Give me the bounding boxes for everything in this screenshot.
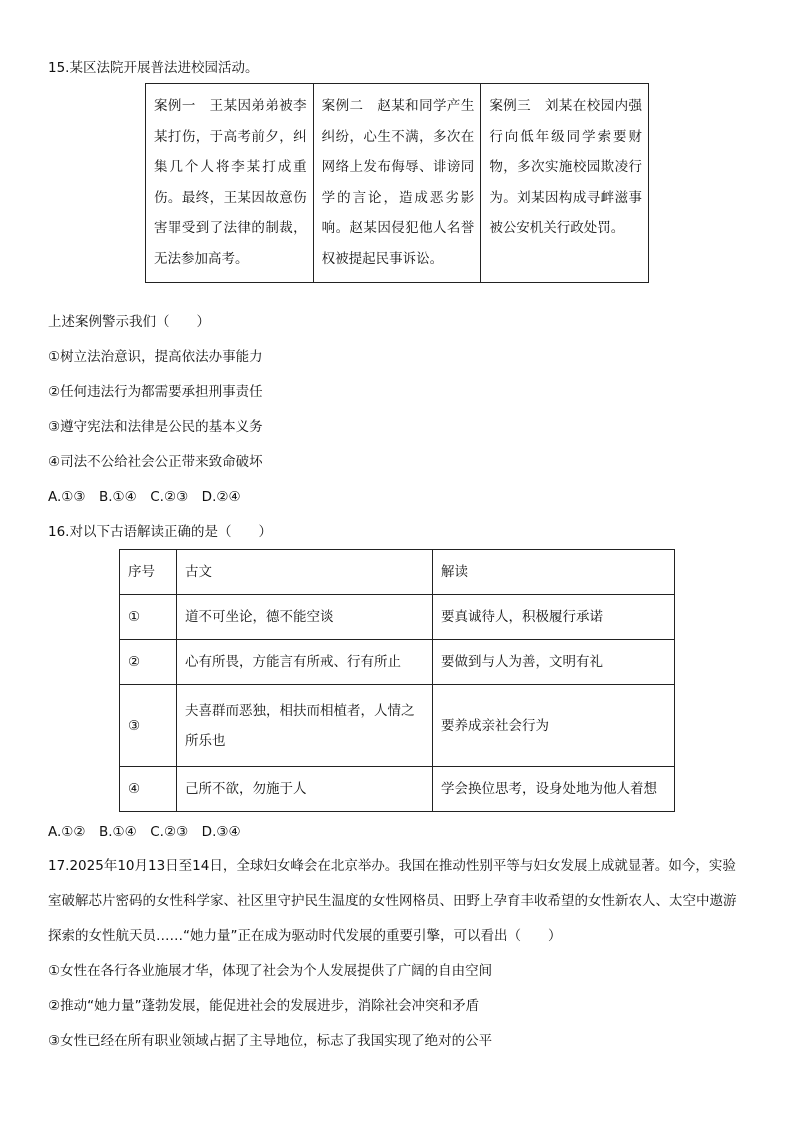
interpretation: 学会换位思考，设身处地为他人着想 xyxy=(433,767,675,812)
interpretation: 要养成亲社会行为 xyxy=(433,685,675,767)
case-label: 案例三 xyxy=(489,98,532,114)
classic-text: 己所不欲，勿施于人 xyxy=(177,767,433,812)
header-cell: 解读 xyxy=(433,550,675,595)
case-row xyxy=(146,84,649,283)
option-line: ①女性在各行各业施展才华，体现了社会为个人发展提供了广阔的自由空间 xyxy=(48,963,493,979)
question-17-stem: 17.2025年10月13日至14日，全球妇女峰会在北京举办。我国在推动性别平等与妇女发展上成就显著。如今，实验室破解芯片密码的女性科学家、社区里守护民生温度的女性网格员、田野上孕育丰收希望的女性新农人、太空中遨游探索的女性航天员……“她力量”正在成为驱动时代发展的重要引擎，可以看出（ ） xyxy=(48,858,737,944)
case-cell-1 xyxy=(146,84,314,283)
option-line: ③遵守宪法和法律是公民的基本义务 xyxy=(48,419,263,435)
classic-text: 夫喜群而恶独，相扶而相植者，人情之所乐也 xyxy=(177,685,433,767)
answer-choices: A.①③ B.①④ C.②③ D.②④ xyxy=(48,489,241,505)
case-text: 刘某在校园内强行向低年级同学索要财物，多次实施校园欺凌行为。刘某因构成寻衅滋事被公安机关行政处罚。 xyxy=(489,98,643,236)
option-line: ④司法不公给社会公正带来致命破坏 xyxy=(48,454,263,470)
row-number: ③ xyxy=(120,685,177,767)
table-row xyxy=(120,767,675,812)
row-number: ④ xyxy=(120,767,177,812)
question-15-prompt: 上述案例警示我们（ ） xyxy=(48,314,210,330)
table-row xyxy=(120,595,675,640)
case-table xyxy=(145,83,649,283)
case-text: 赵某和同学产生纠纷，心生不满，多次在网络上发布侮辱、诽谤同学的言论，造成恶劣影响。赵某因侵犯他人名誉权被提起民事诉讼。 xyxy=(321,98,475,267)
header-cell: 古文 xyxy=(177,550,433,595)
case-cell-3 xyxy=(481,84,649,283)
question-16-stem: 16.对以下古语解读正确的是（ ） xyxy=(48,524,272,540)
case-text: 王某因弟弟被李某打伤，于高考前夕，纠集几个人将李某打成重伤。最终，王某因故意伤害罪受到了法律的制裁，无法参加高考。 xyxy=(154,98,307,267)
classic-quote-table xyxy=(119,549,675,812)
header-cell: 序号 xyxy=(120,550,177,595)
option-line: ②推动“她力量”蓬勃发展，能促进社会的发展进步，消除社会冲突和矛盾 xyxy=(48,998,480,1014)
row-number: ① xyxy=(120,595,177,640)
table-row xyxy=(120,685,675,767)
case-cell-2 xyxy=(313,84,481,283)
question-15-stem: 15.某区法院开展普法进校园活动。 xyxy=(48,60,259,76)
row-number: ② xyxy=(120,640,177,685)
interpretation: 要真诚待人，积极履行承诺 xyxy=(433,595,675,640)
table-header-row xyxy=(120,550,675,595)
answer-choices: A.①② B.①④ C.②③ D.③④ xyxy=(48,824,241,840)
table-row xyxy=(120,640,675,685)
option-line: ③女性已经在所有职业领域占据了主导地位，标志了我国实现了绝对的公平 xyxy=(48,1033,493,1049)
option-line: ②任何违法行为都需要承担刑事责任 xyxy=(48,384,263,400)
option-line: ①树立法治意识，提高依法办事能力 xyxy=(48,349,263,365)
case-label: 案例二 xyxy=(321,98,364,114)
case-label: 案例一 xyxy=(154,98,196,114)
interpretation: 要做到与人为善，文明有礼 xyxy=(433,640,675,685)
classic-text: 道不可坐论，德不能空谈 xyxy=(177,595,433,640)
classic-text: 心有所畏，方能言有所戒、行有所止 xyxy=(177,640,433,685)
